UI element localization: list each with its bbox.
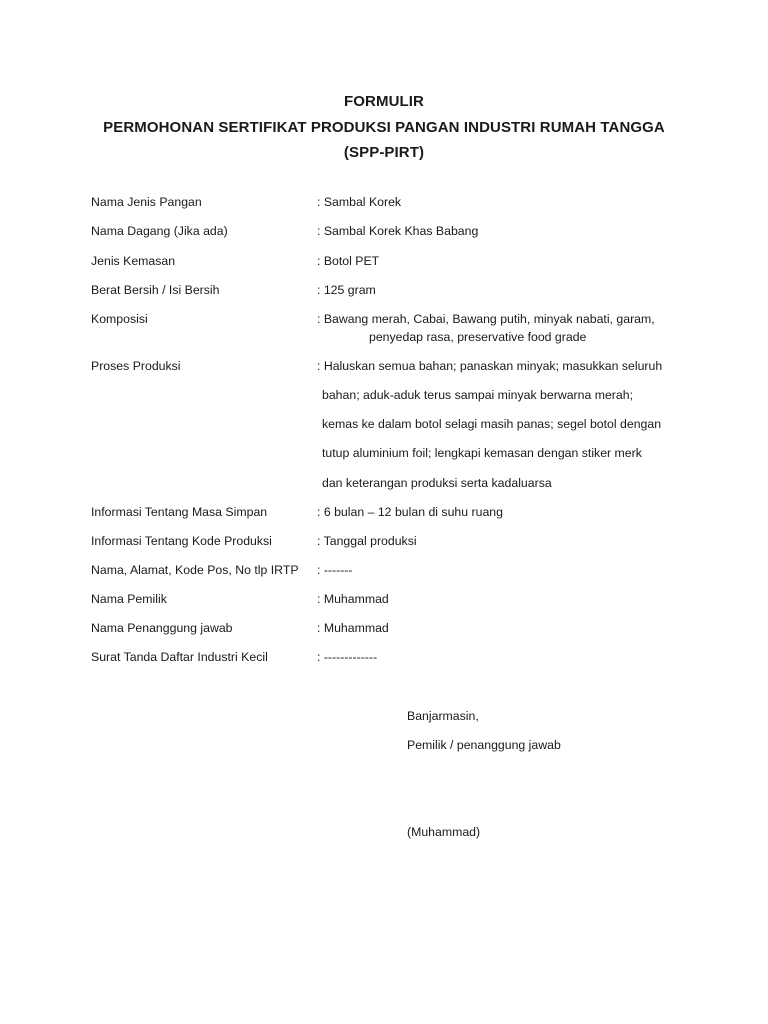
field-label: Informasi Tentang Masa Simpan (91, 505, 268, 519)
field-value-continuation: penyedap rasa, preservative food grade (369, 330, 587, 344)
field-value: : ------------- (317, 650, 378, 664)
field-value: : 6 bulan – 12 bulan di suhu ruang (317, 505, 503, 519)
field-value: : 125 gram (317, 283, 376, 297)
form-subtitle: PERMOHONAN SERTIFIKAT PRODUKSI PANGAN INDUSTRI RUMAH TANGGA (103, 119, 665, 136)
field-value: : ------- (317, 563, 353, 577)
field-value-continuation: dan keterangan produksi serta kadaluarsa (322, 476, 552, 490)
form-title: FORMULIR (344, 93, 424, 110)
field-label: Nama Jenis Pangan (91, 195, 202, 209)
field-value-continuation: bahan; aduk-aduk terus sampai minyak berwarna merah; (322, 388, 634, 402)
field-value: : Bawang merah, Cabai, Bawang putih, minyak nabati, garam, (317, 312, 655, 326)
field-label: Nama Dagang (Jika ada) (91, 224, 228, 238)
field-label: Nama Pemilik (91, 592, 167, 606)
field-value: : Haluskan semua bahan; panaskan minyak; masukkan seluruh (317, 359, 663, 373)
field-value: : Tanggal produksi (317, 534, 417, 548)
signature-place: Banjarmasin, (407, 709, 479, 723)
field-label: Informasi Tentang Kode Produksi (91, 534, 272, 548)
field-value: : Sambal Korek (317, 195, 402, 209)
field-label: Nama Penanggung jawab (91, 621, 233, 635)
form-code: (SPP-PIRT) (343, 144, 425, 161)
field-value: : Botol PET (317, 254, 380, 268)
field-label: Jenis Kemasan (91, 254, 176, 268)
field-value: : Muhammad (317, 621, 389, 635)
field-value: : Muhammad (317, 592, 389, 606)
field-label: Surat Tanda Daftar Industri Kecil (91, 650, 268, 664)
signature-name: (Muhammad) (407, 825, 481, 839)
field-label: Proses Produksi (91, 359, 181, 373)
signature-role: Pemilik / penanggung jawab (407, 738, 561, 752)
field-value: : Sambal Korek Khas Babang (317, 224, 479, 238)
field-label: Berat Bersih / Isi Bersih (91, 283, 220, 297)
field-label: Komposisi (91, 312, 148, 326)
field-label: Nama, Alamat, Kode Pos, No tlp IRTP (91, 563, 299, 577)
field-value-continuation: tutup aluminium foil; lengkapi kemasan dengan stiker merk (322, 446, 642, 460)
field-value-continuation: kemas ke dalam botol selagi masih panas; segel botol dengan (322, 417, 662, 431)
